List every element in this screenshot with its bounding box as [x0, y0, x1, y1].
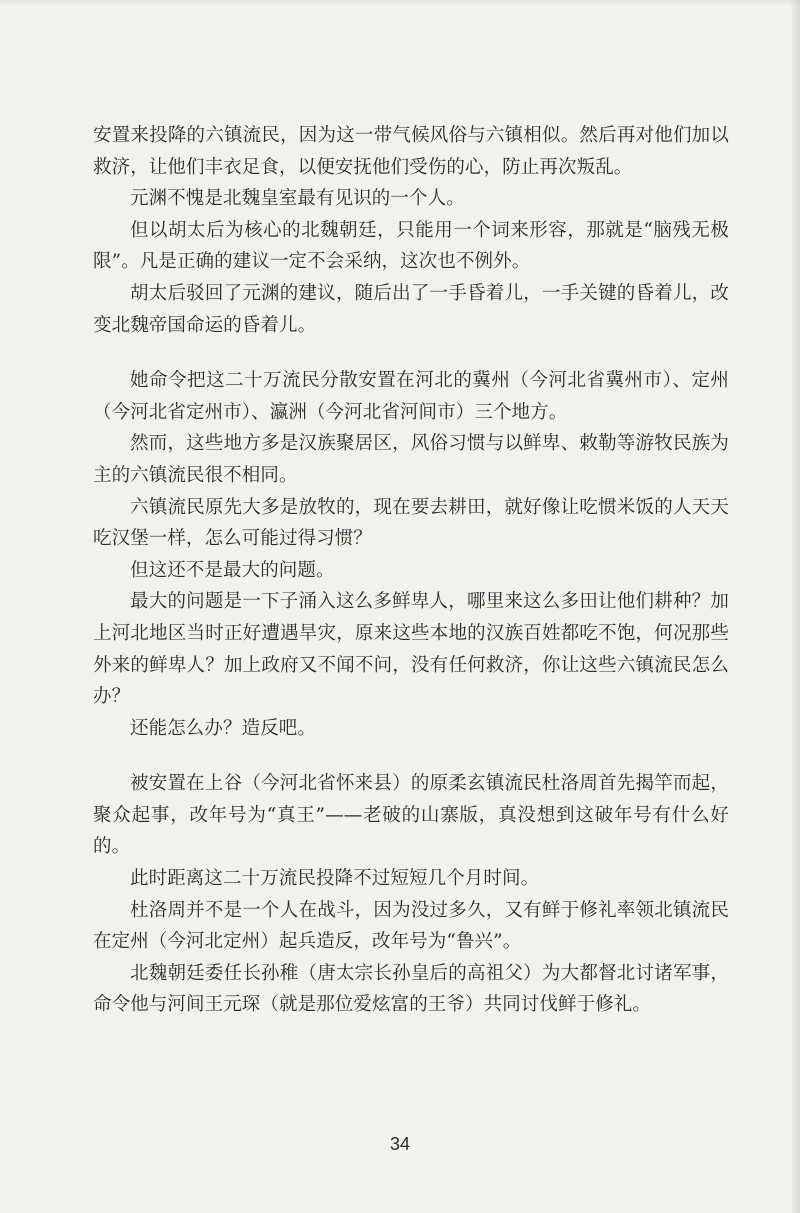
paragraph: 元渊不愧是北魏皇室最有见识的一个人。	[130, 188, 465, 210]
paragraph: 最大的问题是一下子涌入这么多鲜卑人，哪里来这么多田让他们耕种？加上河北地区当时正好遭遇旱灾，原来这些本地的汉族百姓都吃不饱，何况那些外来的鲜卑人？加上政府又不闻不问，没有任何救济，你让这些六镇流民怎么办？	[93, 591, 729, 708]
paragraph: 但这还不是最大的问题。	[130, 559, 335, 581]
text-section-3	[93, 768, 729, 1021]
paragraph: 被安置在上谷（今河北省怀来县）的原柔玄镇流民杜洛周首先揭竿而起，聚众起事，改年号为“真王”——老破的山寨版，真没想到这破年号有什么好的。	[93, 773, 729, 858]
paragraph: 但以胡太后为核心的北魏朝廷，只能用一个词来形容，那就是“脑残无极限”。凡是正确的建议一定不会采纳，这次也不例外。	[93, 219, 729, 273]
paragraph: 六镇流民原先大多是放牧的，现在要去耕田，就好像让吃惯米饭的人天天吃汉堡一样，怎么可能过得习惯？	[93, 496, 729, 550]
paragraph: 胡太后驳回了元渊的建议，随后出了一手昏着儿，一手关键的昏着儿，改变北魏帝国命运的昏着儿。	[93, 282, 729, 336]
paragraph: 杜洛周并不是一个人在战斗，因为没过多久，又有鲜于修礼率领北镇流民在定州（今河北定州）起兵造反，改年号为“鲁兴”。	[93, 899, 729, 953]
text-section-1	[93, 120, 729, 341]
page-edge-shadow-top	[0, 0, 800, 6]
paragraph: 还能怎么办？造反吧。	[130, 717, 317, 739]
text-section-2	[93, 365, 729, 744]
paragraph: 安置来投降的六镇流民，因为这一带气候风俗与六镇相似。然后再对他们加以救济，让他们丰衣足食，以便安抚他们受伤的心，防止再次叛乱。	[93, 125, 729, 178]
paragraph: 北魏朝廷委任长孙稚（唐太宗长孙皇后的高祖父）为大都督北讨诸军事，命令他与河间王元琛（就是那位爱炫富的王爷）共同讨伐鲜于修礼。	[93, 962, 729, 1016]
page-number: 34	[389, 1134, 411, 1154]
paragraph: 此时距离这二十万流民投降不过短短几个月时间。	[130, 868, 540, 890]
page-edge-shadow-right	[790, 0, 800, 1213]
page-body	[93, 120, 729, 1021]
paragraph: 她命令把这二十万流民分散安置在河北的冀州（今河北省冀州市）、定州（今河北省定州市）、瀛洲（今河北省河间市）三个地方。	[93, 370, 729, 423]
paragraph: 然而，这些地方多是汉族聚居区，风俗习惯与以鲜卑、敕勒等游牧民族为主的六镇流民很不相同。	[93, 433, 729, 486]
